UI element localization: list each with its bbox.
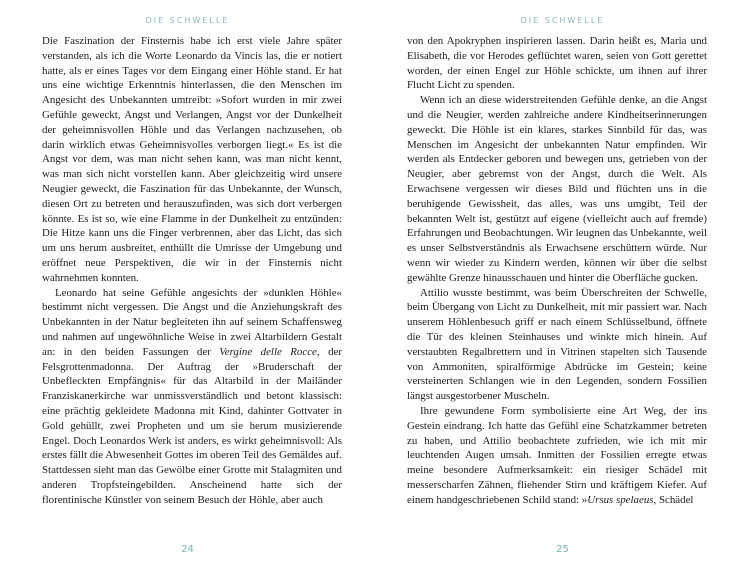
paragraph [42, 286, 342, 508]
right-page [375, 0, 750, 579]
text-run: Leonardo hat seine Gefühle angesichts der »dunklen Höhle« bestimmt nicht vergessen. Die Angst und die Anziehungskraft des Unbekannten in der Natur begleiteten ihn auf seinem Schaffensweg und nahmen auf ungewöhnliche Weise in zwei Altarbildern Gestalt an: in den beiden Fassungen der [42, 286, 342, 358]
paragraph [407, 286, 707, 404]
text-run: , Schädel [653, 493, 694, 506]
body-text [42, 34, 342, 508]
italic-title: Vergine delle Rocce [219, 345, 317, 358]
page-number: 24 [181, 544, 194, 555]
paragraph [407, 34, 707, 93]
paragraph [407, 404, 707, 508]
page-number: 25 [556, 544, 569, 555]
text-run: , der Felsgrottenmadonna. Der Auftrag der »Bruderschaft der Unbefleckten Empfängnis« für das Altarbild in der Mailänder Franziskanerkirche war unmissverständlich und betont klassisch: eine prächtig gekleidete Madonna mit Kind, dahinter Gottvater in Gold gehüllt, zwei Propheten und um sie herum musizierende Engel. Doch Leonardos Werk ist anders, es wirkt geheimnisvoll: Als erstes fällt die Abwesenheit Gottes im oberen Teil des Gemäldes auf. Stattdessen sieht man das Gewölbe einer Grotte mit Stalagmiten und anderen Tropfsteingebilden. Anscheinend hatte sich der florentinische Künstler von seinem Besuch der Höhle, aber auch [42, 345, 342, 506]
body-text [407, 34, 707, 508]
paragraph [407, 93, 707, 285]
text-run: Wenn ich an diese widerstreitenden Gefühle denke, an die Angst und die Neugier, werden zahlreiche andere Kindheitserinnerungen geweckt. Die Höhle ist ein klares, starkes Sinnbild für das, was Menschen im Angesicht der unbekannten Natur empfinden. Wir werden als Entdecker geboren und bewegen uns, getrieben von der Neugier, aber gebremst von der Angst, durch die Welt. Als Erwachsene vergessen wir dieses Bild und flüchten uns in die beruhigende Gewissheit, das alles, was uns umgibt, Teil der bekannten Welt ist, gestützt auf eigene (vielleicht auch auf fremde) Erfahrungen und Beobachtungen. Wir leugnen das Unbekannte, weil es unser Selbstverständnis als Erwachsene erschüttern würde. Nur wenn wir wieder zu Kindern werden, können wir über die selbst gewählte Grenze hinausschauen und hinter die Oberfläche gucken. [407, 94, 707, 284]
text-run: Ihre gewundene Form symbolisierte eine Art Weg, der ins Gestein eindrang. Ich hatte das Gefühl eine Schatzkammer betreten zu haben, und Attilio beobachtete zufrieden, wie ich mit mir leuchtenden Augen umsah. Inmitten der Fossilien erregte etwas meine besondere Aufmerksamkeit: ein riesiger Schädel mit messerscharfen Zähnen, fliehender Stirn und kräftigem Kiefer. Auf einem handgeschriebenen Schild stand: » [407, 404, 707, 506]
text-run: Attilio wusste bestimmt, was beim Überschreiten der Schwelle, beim Übergang von Licht zu Dunkelheit, mit mir passiert war. Nach unserem Höhlenbesuch griff er nach einem Schlüsselbund, öffnete die Tür des kleinen Steinhauses und winkte mich hinein. Auf verstaubten Regalbrettern und in Vitrinen stapelten sich Tausende von Ammoniten, spiralförmige Abdrücke im Gestein; keine versteinerten Schlangen wie in den Legenden, sondern Fossilien längst ausgestorbener Muscheln. [407, 286, 707, 403]
running-header: DIE SCHWELLE [520, 16, 605, 25]
text-run: von den Apokryphen inspirieren lassen. Darin heißt es, Maria und Elisabeth, die vor Herodes geflüchtet waren, seien von Gott gerettet worden, der einen Engel zur Höhle schickte, um ihnen auf ihrer Flucht Licht zu spenden. [407, 35, 707, 92]
paragraph [42, 34, 342, 286]
running-header: DIE SCHWELLE [145, 16, 230, 25]
text-run: Die Faszination der Finsternis habe ich erst viele Jahre später verstanden, als ich die Worte Leonardo da Vincis las, die er notiert hatte, als er eines Tages vor dem Eingang einer Höhle stand. Er hat uns eine wichtige Erkenntnis hinterlassen, die den Menschen im Angesicht des Unbekannten umtreibt: »Sofort wurden in mir zwei Gefühle geweckt, Angst und Verlangen, Angst vor der Dunkelheit der geheimnisvollen Höhle und das Verlangen nachzusehen, ob darin wirklich etwas Geheimnisvolles verborgen liegt.« Es ist die Angst vor dem, was man nicht sehen kann, was man nicht kennt, was man sich nicht vorstellen kann. Aber gleichzeitig wird unsere Neugier geweckt, die Faszination für das Unbekannte, der Wunsch, diesen Ort zu betreten und herauszufinden, was sich dort verbergen könnte. Es ist so, wie eine Flamme in der Dunkelheit zu entzünden: Die Hitze kann uns die Finger verbrennen, aber das Licht, das sich um uns herum ausbreitet, enthüllt die Umrisse der Umgebung und eröffnet neue Perspektiven, die wir in der Finsternis nicht wahrnehmen konnten. [42, 35, 342, 284]
italic-species-name: Ursus spelaeus [587, 493, 654, 506]
